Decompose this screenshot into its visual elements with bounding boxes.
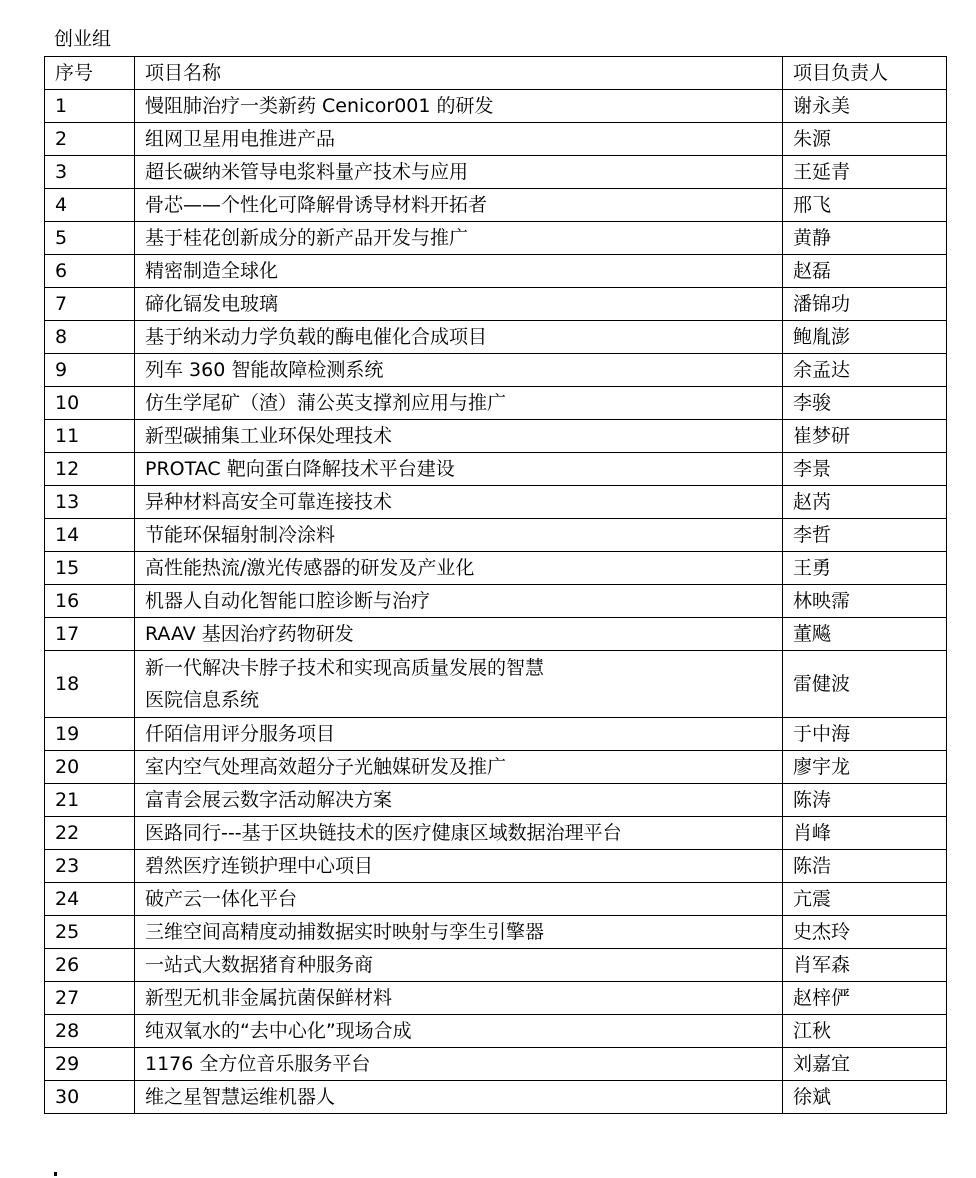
- project-name: 破产云一体化平台: [135, 883, 783, 916]
- table-row: [45, 420, 947, 453]
- row-number: 26: [45, 949, 135, 982]
- project-lead: 李景: [783, 453, 947, 486]
- project-name-line: 新一代解决卡脖子技术和实现高质量发展的智慧: [145, 657, 545, 679]
- project-lead: 邢飞: [783, 189, 947, 222]
- project-lead: 肖军森: [783, 949, 947, 982]
- row-number: 23: [45, 850, 135, 883]
- row-number: 7: [45, 288, 135, 321]
- project-name-line: 医院信息系统: [145, 689, 260, 711]
- table-row: [45, 718, 947, 751]
- row-number: 12: [45, 453, 135, 486]
- project-lead: 潘锦功: [783, 288, 947, 321]
- table-row: [45, 850, 947, 883]
- header-no: 序号: [45, 57, 135, 90]
- row-number: 11: [45, 420, 135, 453]
- table-row: [45, 982, 947, 1015]
- project-lead: 余孟达: [783, 354, 947, 387]
- project-lead: 林映霈: [783, 585, 947, 618]
- row-number: 19: [45, 718, 135, 751]
- project-name: 富青会展云数字活动解决方案: [135, 784, 783, 817]
- table-row: [45, 123, 947, 156]
- table-row: [45, 321, 947, 354]
- project-name: 机器人自动化智能口腔诊断与治疗: [135, 585, 783, 618]
- table-row: [45, 1015, 947, 1048]
- row-number: 3: [45, 156, 135, 189]
- project-lead: 谢永美: [783, 90, 947, 123]
- table-header-row: [45, 57, 947, 90]
- project-name: 碧然医疗连锁护理中心项目: [135, 850, 783, 883]
- project-name: 仿生学尾矿（渣）蒲公英支撑剂应用与推广: [135, 387, 783, 420]
- row-number: 30: [45, 1081, 135, 1114]
- project-lead: 史杰玲: [783, 916, 947, 949]
- project-lead: 赵磊: [783, 255, 947, 288]
- table-row: [45, 1048, 947, 1081]
- project-name: [135, 651, 783, 718]
- project-name: 碲化镉发电玻璃: [135, 288, 783, 321]
- project-lead: 王延青: [783, 156, 947, 189]
- project-name: 医路同行---基于区块链技术的医疗健康区域数据治理平台: [135, 817, 783, 850]
- project-name: 维之星智慧运维机器人: [135, 1081, 783, 1114]
- row-number: 1: [45, 90, 135, 123]
- table-row: [45, 949, 947, 982]
- row-number: 21: [45, 784, 135, 817]
- project-lead: 董飚: [783, 618, 947, 651]
- project-lead: 朱源: [783, 123, 947, 156]
- table-row: [45, 519, 947, 552]
- table-body: [45, 90, 947, 1114]
- project-name: 仟陌信用评分服务项目: [135, 718, 783, 751]
- row-number: 28: [45, 1015, 135, 1048]
- project-name: RAAV 基因治疗药物研发: [135, 618, 783, 651]
- project-lead: 廖宇龙: [783, 751, 947, 784]
- row-number: 15: [45, 552, 135, 585]
- project-lead: 赵梓俨: [783, 982, 947, 1015]
- footer-mark: [54, 1172, 57, 1176]
- row-number: 20: [45, 751, 135, 784]
- project-lead: 黄静: [783, 222, 947, 255]
- table-row: [45, 916, 947, 949]
- table-row: [45, 751, 947, 784]
- project-name: 基于桂花创新成分的新产品开发与推广: [135, 222, 783, 255]
- row-number: 17: [45, 618, 135, 651]
- table-row: [45, 387, 947, 420]
- row-number: 29: [45, 1048, 135, 1081]
- project-name: 超长碳纳米管导电浆料量产技术与应用: [135, 156, 783, 189]
- table-row: [45, 651, 947, 718]
- project-name: 骨芯——个性化可降解骨诱导材料开拓者: [135, 189, 783, 222]
- row-number: 6: [45, 255, 135, 288]
- table-row: [45, 156, 947, 189]
- row-number: 27: [45, 982, 135, 1015]
- project-lead: 王勇: [783, 552, 947, 585]
- project-lead: 陈浩: [783, 850, 947, 883]
- header-project-name: 项目名称: [135, 57, 783, 90]
- row-number: 24: [45, 883, 135, 916]
- row-number: 14: [45, 519, 135, 552]
- project-name: 新型碳捕集工业环保处理技术: [135, 420, 783, 453]
- project-lead: 徐斌: [783, 1081, 947, 1114]
- project-name: 高性能热流/激光传感器的研发及产业化: [135, 552, 783, 585]
- project-lead: 鲍胤澎: [783, 321, 947, 354]
- table-row: [45, 618, 947, 651]
- table-row: [45, 1081, 947, 1114]
- group-title: 创业组: [54, 28, 112, 50]
- table-row: [45, 552, 947, 585]
- project-lead: 江秋: [783, 1015, 947, 1048]
- project-name: 列车 360 智能故障检测系统: [135, 354, 783, 387]
- project-lead: 李骏: [783, 387, 947, 420]
- project-lead: 赵芮: [783, 486, 947, 519]
- project-lead: 崔梦研: [783, 420, 947, 453]
- table-row: [45, 585, 947, 618]
- project-lead: 刘嘉宜: [783, 1048, 947, 1081]
- project-name: 组网卫星用电推进产品: [135, 123, 783, 156]
- project-name: 新型无机非金属抗菌保鲜材料: [135, 982, 783, 1015]
- row-number: 18: [45, 651, 135, 718]
- table-row: [45, 453, 947, 486]
- table-row: [45, 486, 947, 519]
- row-number: 5: [45, 222, 135, 255]
- row-number: 10: [45, 387, 135, 420]
- row-number: 2: [45, 123, 135, 156]
- table-row: [45, 354, 947, 387]
- header-project-lead: 项目负责人: [783, 57, 947, 90]
- project-lead: 于中海: [783, 718, 947, 751]
- row-number: 25: [45, 916, 135, 949]
- project-name: 纯双氧水的“去中心化”现场合成: [135, 1015, 783, 1048]
- row-number: 9: [45, 354, 135, 387]
- project-lead: 李哲: [783, 519, 947, 552]
- project-name: 1176 全方位音乐服务平台: [135, 1048, 783, 1081]
- row-number: 8: [45, 321, 135, 354]
- project-name: 三维空间高精度动捕数据实时映射与孪生引擎器: [135, 916, 783, 949]
- project-name: 慢阻肺治疗一类新药 Cenicor001 的研发: [135, 90, 783, 123]
- project-name: PROTAC 靶向蛋白降解技术平台建设: [135, 453, 783, 486]
- table-row: [45, 883, 947, 916]
- table-row: [45, 288, 947, 321]
- table-row: [45, 222, 947, 255]
- table-row: [45, 817, 947, 850]
- table-row: [45, 189, 947, 222]
- project-table: [44, 56, 947, 1114]
- project-name: 一站式大数据猪育种服务商: [135, 949, 783, 982]
- row-number: 22: [45, 817, 135, 850]
- project-name: 异种材料高安全可靠连接技术: [135, 486, 783, 519]
- project-lead: 陈涛: [783, 784, 947, 817]
- row-number: 13: [45, 486, 135, 519]
- row-number: 16: [45, 585, 135, 618]
- table-row: [45, 255, 947, 288]
- project-name: 基于纳米动力学负载的酶电催化合成项目: [135, 321, 783, 354]
- project-name: 室内空气处理高效超分子光触媒研发及推广: [135, 751, 783, 784]
- project-name: 节能环保辐射制冷涂料: [135, 519, 783, 552]
- project-name: 精密制造全球化: [135, 255, 783, 288]
- row-number: 4: [45, 189, 135, 222]
- project-lead: 亢震: [783, 883, 947, 916]
- table-row: [45, 784, 947, 817]
- table-row: [45, 90, 947, 123]
- project-lead: 肖峰: [783, 817, 947, 850]
- project-lead: 雷健波: [783, 651, 947, 718]
